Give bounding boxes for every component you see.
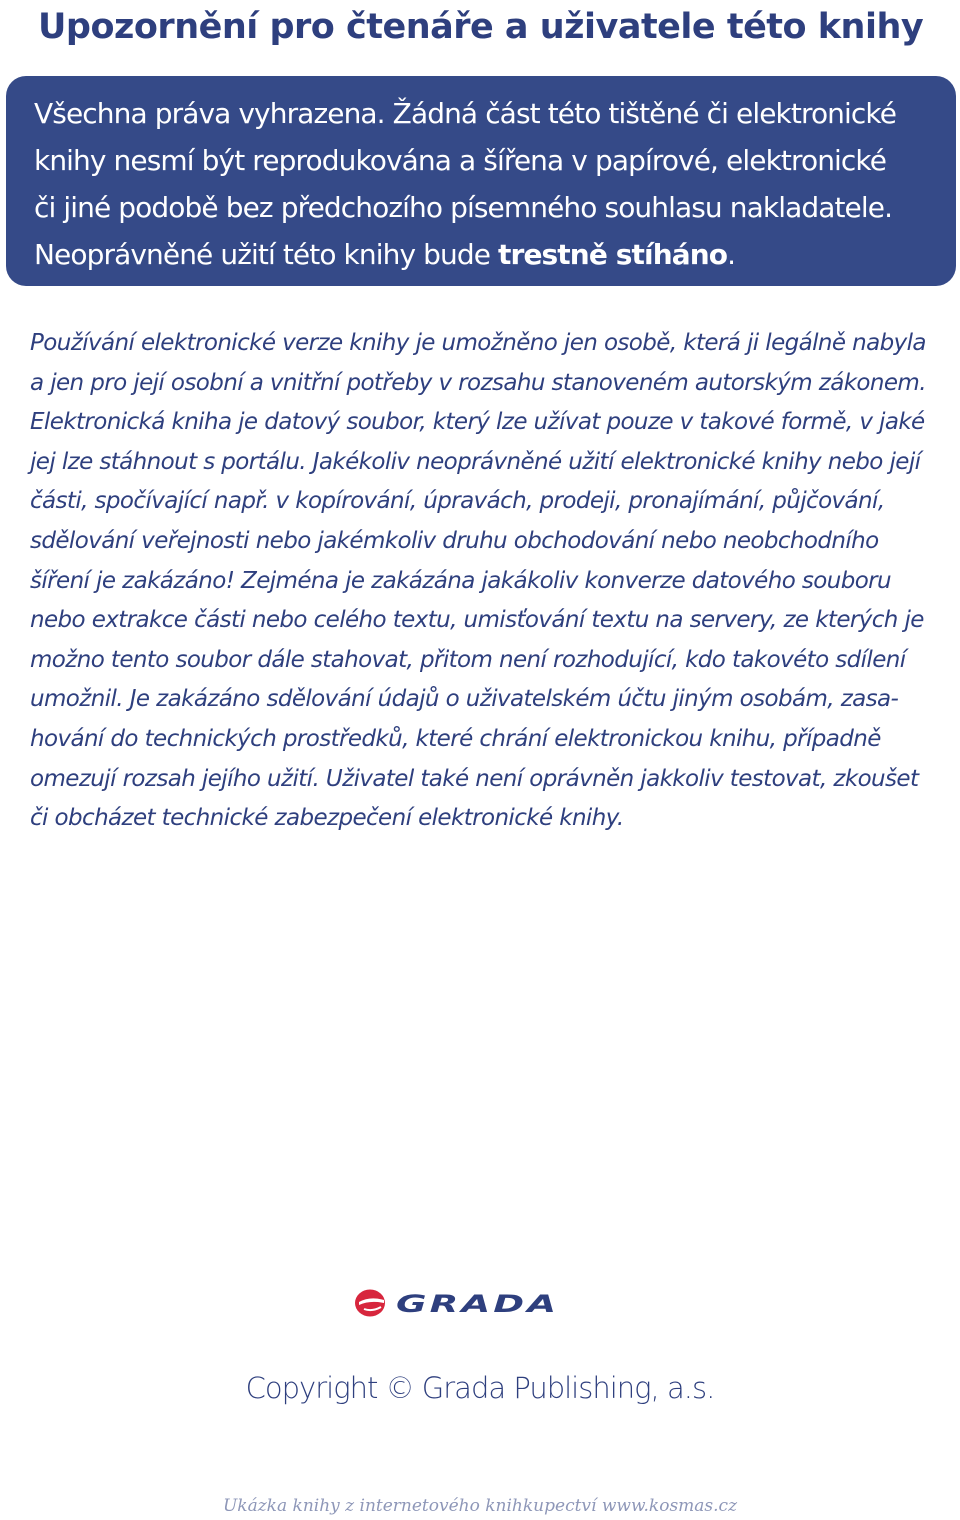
notice-last-line-suffix: .: [727, 238, 736, 271]
usage-terms-paragraph: [30, 324, 935, 839]
paragraph-line: a jen pro její osobní a vnitřní potřeby v rozsahu stanoveném autorským zákonem.: [30, 369, 926, 396]
paragraph-line: Používání elektronické verze knihy je umožněno jen osobě, která ji legálně nabyla: [30, 330, 926, 356]
watermark-text: Ukázka knihy z internetového knihkupectví www.kosmas.cz: [222, 1496, 738, 1516]
notice-last-line-prefix: Neoprávněné užití této knihy bude: [34, 238, 499, 271]
grada-logo: [354, 1286, 610, 1320]
grada-e-logo-icon: [354, 1288, 388, 1318]
notice-last-line: [34, 231, 956, 278]
paragraph-line: hování do technických prostředků, které chrání elektronickou knihu, případně: [30, 725, 881, 752]
notice-line: či jiné podobě bez předchozího písemného souhlasu nakladatele.: [34, 191, 893, 224]
rights-notice-box: [6, 76, 956, 286]
notice-line: Všechna práva vyhrazena. Žádná část této tištěné či elektronické: [34, 97, 897, 130]
paragraph-line: možno tento soubor dále stahovat, přitom není rozhodující, kdo takovéto sdílení: [30, 646, 906, 673]
paragraph-line: jej lze stáhnout s portálu. Jakékoliv neoprávněné užití elektronické knihy nebo její: [30, 448, 921, 475]
paragraph-line: sdělování veřejnosti nebo jakémkoliv druhu obchodování nebo neobchodního: [30, 527, 879, 554]
paragraph-line: nebo extrakce části nebo celého textu, umisťování textu na servery, ze kterých je: [30, 607, 924, 634]
paragraph-line: či obcházet technické zabezpečení elektronické knihy.: [30, 805, 624, 832]
copyright-notice: Copyright © Grada Publishing, a.s.: [245, 1371, 715, 1405]
paragraph-line: Elektronická kniha je datový soubor, který lze užívat pouze v takové formě, v jaké: [30, 409, 925, 436]
paragraph-line: šíření je zakázáno! Zejména je zakázána jakákoliv konverze datového souboru: [30, 567, 892, 594]
notice-line: knihy nesmí být reprodukována a šířena v papírové, elektronické: [34, 144, 887, 177]
paragraph-line: části, spočívající např. v kopírování, úpravách, prodeji, pronajímání, půjčování,: [30, 488, 885, 515]
grada-wordmark: GRADA: [396, 1290, 560, 1318]
paragraph-line: omezují rozsah jejího užití. Uživatel také není oprávněn jakkoliv testovat, zkoušet: [30, 765, 919, 792]
notice-emphasis: trestně stíháno: [498, 238, 728, 271]
paragraph-line: umožnil. Je zakázáno sdělování údajů o uživatelském účtu jiným osobám, zasa-: [30, 686, 899, 713]
page-title: Upozornění pro čtenáře a uživatele této knihy: [38, 7, 924, 47]
